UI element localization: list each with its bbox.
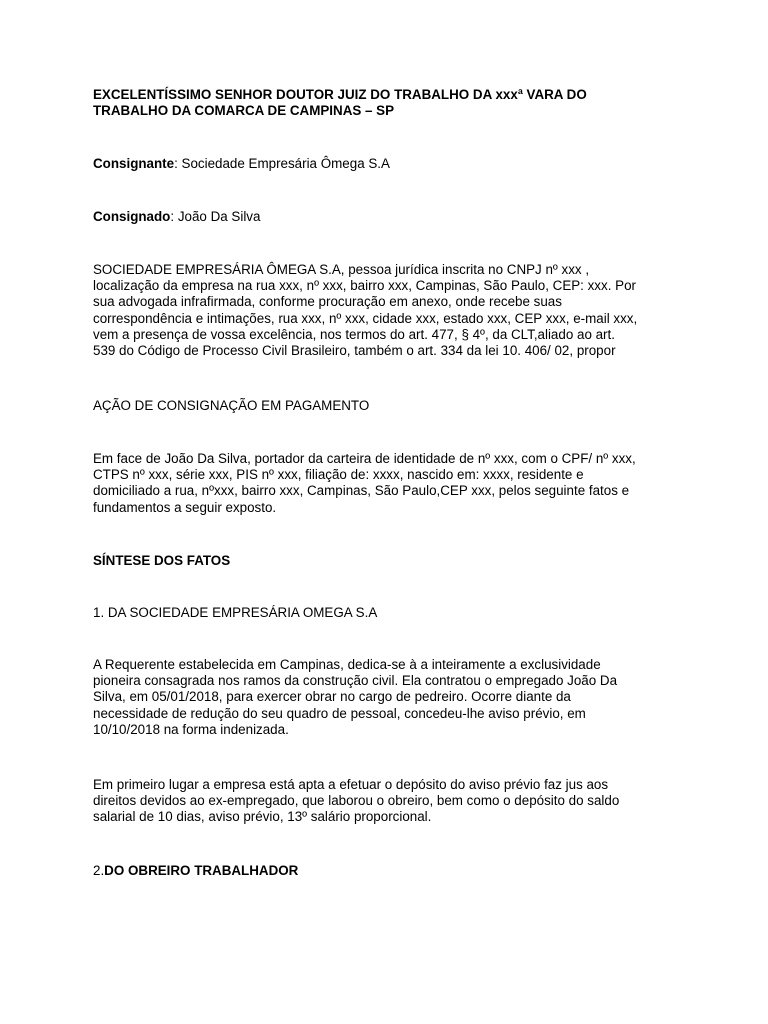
subsection-1-heading: 1. DA SOCIEDADE EMPRESÁRIA OMEGA S.A bbox=[93, 605, 378, 620]
section-facts-heading: SÍNTESE DOS FATOS bbox=[93, 553, 231, 568]
company-line: pioneira consagrada nos ramos da construção civil. Ela contratou o empregado João Da bbox=[93, 673, 618, 689]
subsection-2-heading bbox=[93, 863, 683, 879]
consignante-line bbox=[93, 156, 683, 172]
consignante-value: : Sociedade Empresária Ômega S.A bbox=[174, 156, 390, 171]
heading-line-2: TRABALHO DA COMARCA DE CAMPINAS – SP bbox=[93, 103, 395, 119]
intro-paragraph bbox=[93, 262, 683, 359]
intro-line: 539 do Código de Processo Civil Brasileiro, também o art. 334 da lei 10. 406/ 02, propor bbox=[93, 343, 616, 359]
company-line: necessidade de redução do seu quadro de pessoal, concedeu-lhe aviso prévio, em bbox=[93, 705, 586, 721]
deposit-line: direitos devidos ao ex-empregado, que laborou o obreiro, bem como o depósito do saldo bbox=[93, 793, 620, 809]
intro-line: localização da empresa na rua xxx, nº xxx, bairro xxx, Campinas, São Paulo, CEP: xxx. Por bbox=[93, 278, 636, 294]
defendant-line: Em face de João Da Silva, portador da carteira de identidade de nº xxx, com o CPF/ nº xxx, bbox=[93, 451, 636, 466]
deposit-line: salarial de 10 dias, aviso prévio, 13º salário proporcional. bbox=[93, 809, 432, 825]
heading-line-1: EXCELENTÍSSIMO SENHOR DOUTOR JUIZ DO TRABALHO DA xxxª VARA DO bbox=[93, 87, 587, 102]
consignado-line bbox=[93, 209, 683, 225]
defendant-paragraph bbox=[93, 451, 683, 516]
defendant-line: domiciliado a rua, nºxxx, bairro xxx, Campinas, São Paulo,CEP xxx, pelos seguinte fatos e bbox=[93, 483, 630, 499]
document-heading bbox=[93, 87, 683, 119]
intro-line: correspondência e intimações, rua xxx, nº xxx, cidade xxx, estado xxx, CEP xxx, e-mail xxx, bbox=[93, 310, 638, 326]
defendant-line: fundamentos a seguir exposto. bbox=[93, 499, 277, 515]
company-paragraph bbox=[93, 657, 683, 738]
company-line: A Requerente estabelecida em Campinas, dedica-se à a inteiramente a exclusividade bbox=[93, 657, 601, 672]
action-title: AÇÃO DE CONSIGNAÇÃO EM PAGAMENTO bbox=[93, 398, 370, 413]
subsection-2-title: DO OBREIRO TRABALHADOR bbox=[104, 863, 299, 878]
subsection-2-number: 2. bbox=[93, 863, 105, 878]
deposit-line: Em primeiro lugar a empresa está apta a efetuar o depósito do aviso prévio faz jus aos bbox=[93, 777, 609, 792]
defendant-line: CTPS nº xxx, série xxx, PIS nº xxx, filiação de: xxxx, nascido em: xxxx, residente e bbox=[93, 467, 584, 483]
company-line: 10/10/2018 na forma indenizada. bbox=[93, 721, 289, 737]
consignante-label: Consignante bbox=[93, 156, 175, 171]
consignado-value: : João Da Silva bbox=[170, 209, 261, 224]
deposit-paragraph bbox=[93, 777, 683, 826]
intro-line: vem a presença de vossa excelência, nos termos do art. 477, § 4º, da CLT,aliado ao art. bbox=[93, 326, 615, 342]
intro-line: SOCIEDADE EMPRESÁRIA ÔMEGA S.A, pessoa jurídica inscrita no CNPJ nº xxx , bbox=[93, 262, 590, 277]
intro-line: sua advogada infrafirmada, conforme procuração em anexo, onde recebe suas bbox=[93, 294, 562, 310]
company-line: Silva, em 05/01/2018, para exercer obrar no cargo de pedreiro. Ocorre diante da bbox=[93, 689, 571, 705]
consignado-label: Consignado bbox=[93, 209, 171, 224]
